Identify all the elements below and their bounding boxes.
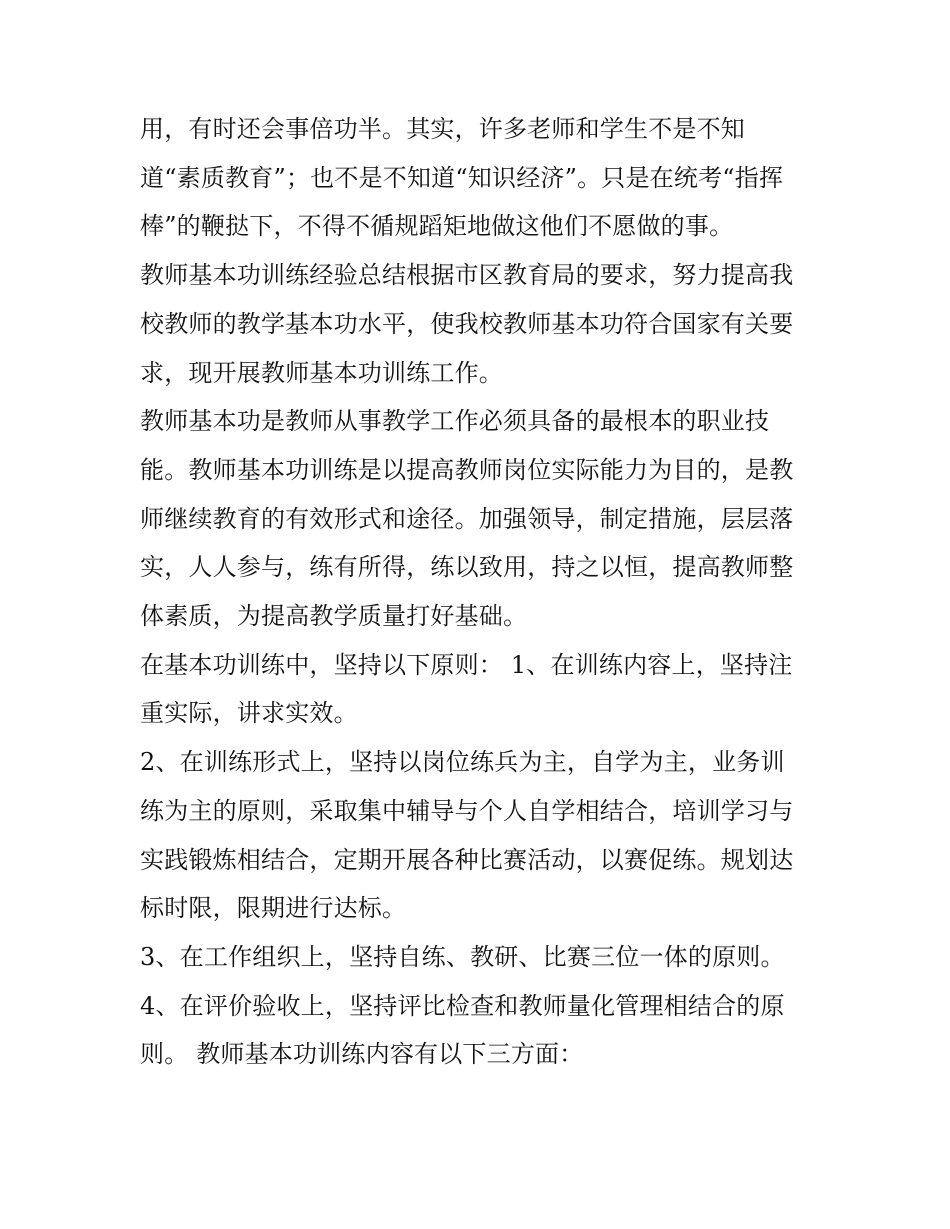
text-line: 能。教师基本功训练是以提高教师岗位实际能力为目的，是教	[140, 455, 794, 484]
text-line: 求，现开展教师基本功训练工作。	[140, 358, 503, 387]
paragraph-6	[140, 933, 820, 982]
text-line: 4、在评价验收上，坚持评比检查和教师量化管理相结合的原	[140, 991, 785, 1020]
paragraph-4	[140, 641, 820, 738]
paragraph-1	[140, 105, 820, 251]
text-line: 标时限，限期进行达标。	[140, 894, 407, 923]
text-line: 在基本功训练中，坚持以下原则： 1、在训练内容上，坚持注	[140, 650, 793, 679]
text-line: 师继续教育的有效形式和途径。加强领导，制定措施，层层落	[140, 504, 794, 533]
paragraph-7	[140, 982, 820, 1079]
paragraph-5	[140, 738, 820, 933]
text-line: 则。 教师基本功训练内容有以下三方面：	[140, 1040, 584, 1069]
text-line: 棒”的鞭挞下，不得不循规蹈矩地做这他们不愿做的事。	[140, 212, 734, 241]
paragraph-3	[140, 397, 820, 641]
text-line: 用，有时还会事倍功半。其实，许多老师和学生不是不知	[140, 115, 745, 143]
document-body	[140, 105, 820, 1079]
text-line: 教师基本功是教师从事教学工作必须具备的最根本的职业技	[140, 407, 770, 436]
text-line: 3、在工作组织上，坚持自练、教研、比赛三位一体的原则。	[140, 942, 785, 971]
text-line: 道“素质教育”；也不是不知道“知识经济”。只是在统考“指挥	[140, 163, 784, 192]
text-line: 练为主的原则，采取集中辅导与个人自学相结合，培训学习与	[140, 796, 794, 825]
text-line: 实，人人参与，练有所得，练以致用，持之以恒，提高教师整	[140, 553, 794, 582]
text-line: 2、在训练形式上，坚持以岗位练兵为主，自学为主，业务训	[140, 748, 785, 777]
text-line: 体素质，为提高教学质量打好基础。	[140, 602, 528, 631]
text-line: 校教师的教学基本功水平，使我校教师基本功符合国家有关要	[140, 309, 794, 338]
text-line: 教师基本功训练经验总结根据市区教育局的要求，努力提高我	[140, 261, 794, 290]
text-line: 实践锻炼相结合，定期开展各种比赛活动，以赛促练。规划达	[140, 845, 794, 874]
text-line: 重实际，讲求实效。	[140, 699, 358, 728]
paragraph-2	[140, 251, 820, 397]
